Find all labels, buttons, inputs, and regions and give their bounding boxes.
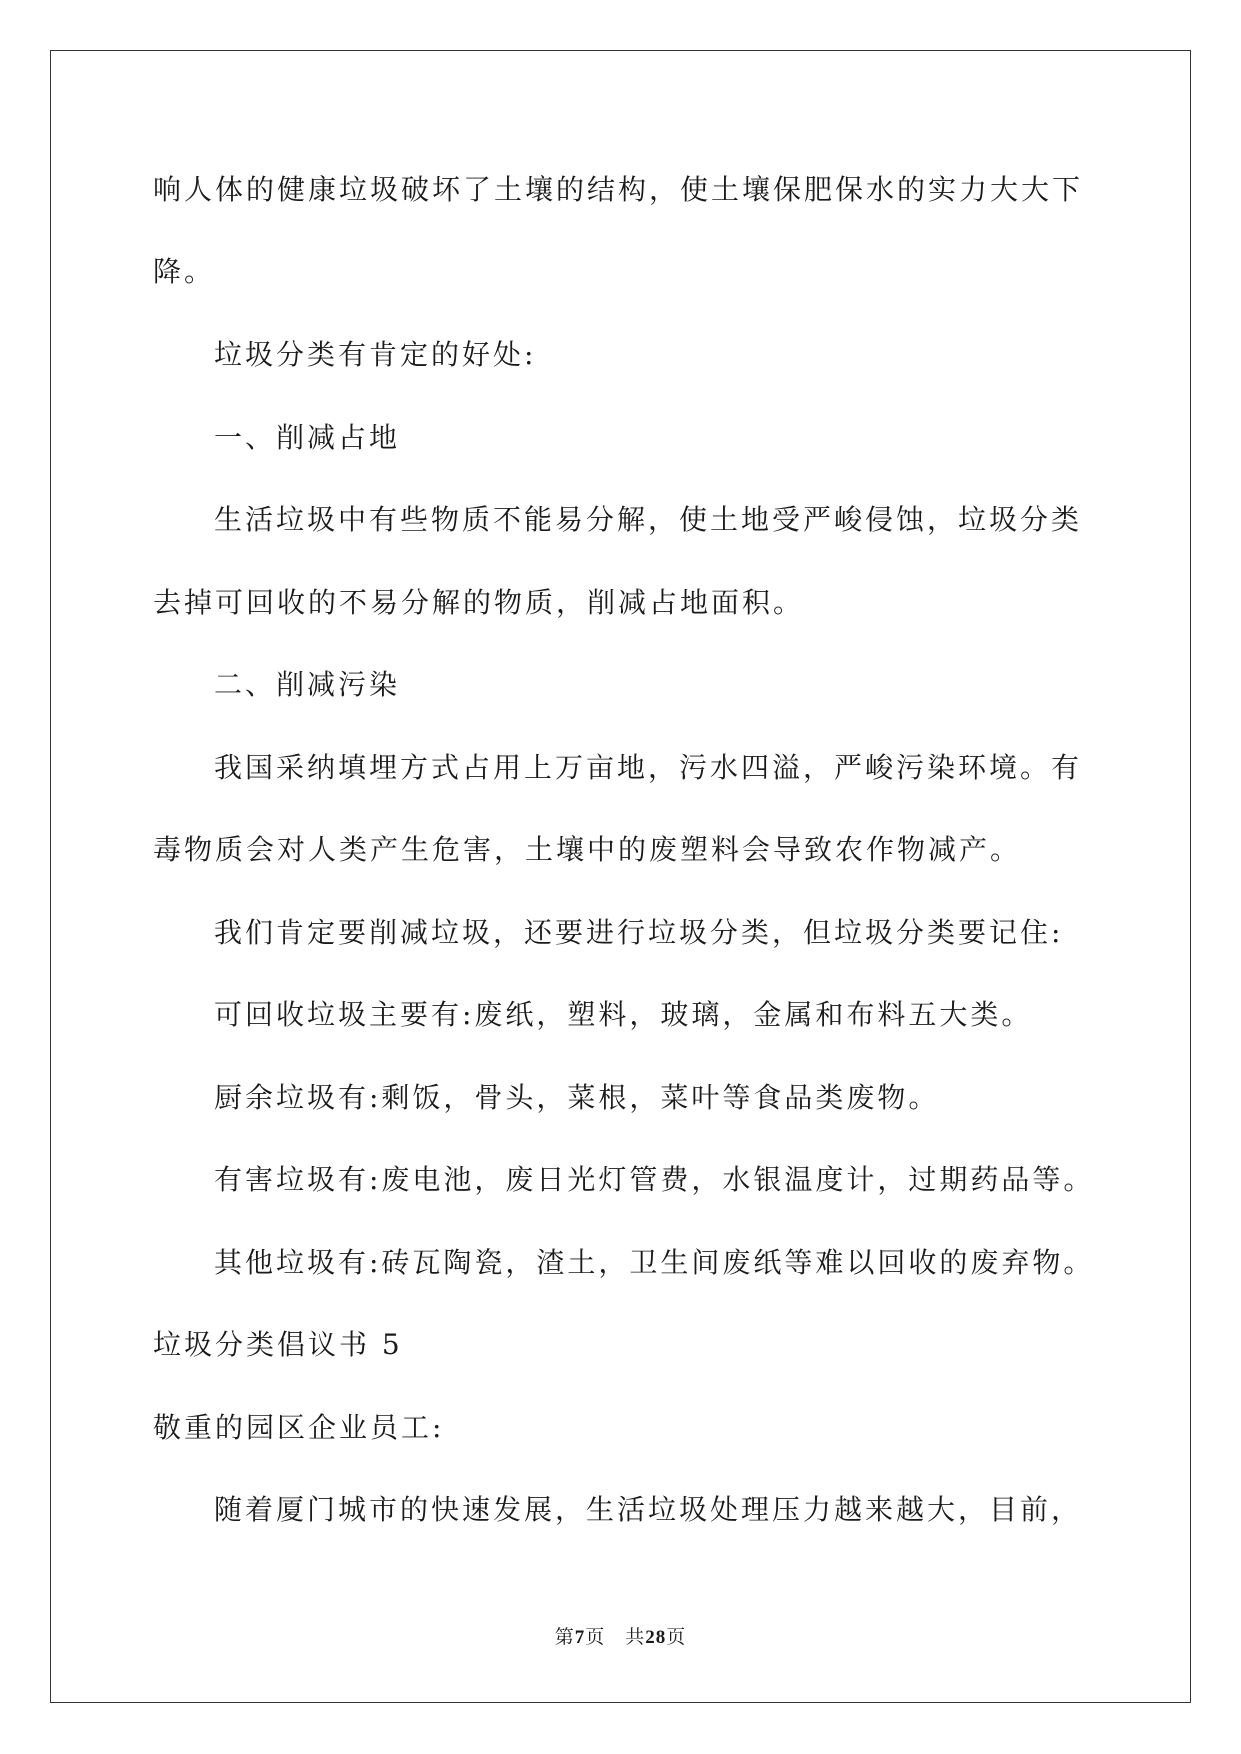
text-line: 去掉可回收的不易分解的物质，削减占地面积。 <box>153 586 805 619</box>
footer-suffix: 页 <box>666 1626 687 1648</box>
text-line: 其他垃圾有:砖瓦陶瓷，渣土，卫生间废纸等难以回收的废弃物。 <box>214 1246 1095 1279</box>
page-border <box>50 50 1191 1703</box>
text-line: 厨余垃圾有:剩饭，骨头，菜根，菜叶等食品类废物。 <box>214 1081 940 1114</box>
page-footer <box>0 1625 1241 1650</box>
text-line: 有害垃圾有:废电池，废日光灯管费，水银温度计，过期药品等。 <box>214 1163 1095 1196</box>
text-line: 生活垃圾中有些物质不能易分解，使土地受严峻侵蚀，垃圾分类 <box>214 503 1083 536</box>
document-title: 垃圾分类倡议书 5 <box>153 1328 403 1361</box>
text-line: 随着厦门城市的快速发展，生活垃圾处理压力越来越大，目前， <box>214 1493 1083 1526</box>
footer-prefix: 第 <box>554 1626 575 1648</box>
text-line: 响人体的健康垃圾破坏了土壤的结构，使土壤保肥保水的实力大大下 <box>153 173 1084 206</box>
text-line: 我们肯定要削减垃圾，还要进行垃圾分类，但垃圾分类要记住: <box>214 916 1064 949</box>
footer-mid: 页 共 <box>585 1626 646 1648</box>
text-line: 垃圾分类有肯定的好处: <box>214 338 537 371</box>
total-page-count: 28 <box>645 1627 667 1648</box>
text-line: 我国采纳填埋方式占用上万亩地，污水四溢，严峻污染环境。有 <box>214 751 1083 784</box>
text-line: 毒物质会对人类产生危害，土壤中的废塑料会导致农作物减产。 <box>153 833 1022 866</box>
text-line: 可回收垃圾主要有:废纸，塑料，玻璃，金属和布料五大类。 <box>214 998 1033 1031</box>
section-heading: 一、削减占地 <box>214 421 401 454</box>
current-page-number: 7 <box>574 1627 586 1648</box>
text-line: 降。 <box>153 255 216 288</box>
section-heading: 二、削减污染 <box>214 668 401 701</box>
salutation: 敬重的园区企业员工: <box>153 1411 445 1444</box>
